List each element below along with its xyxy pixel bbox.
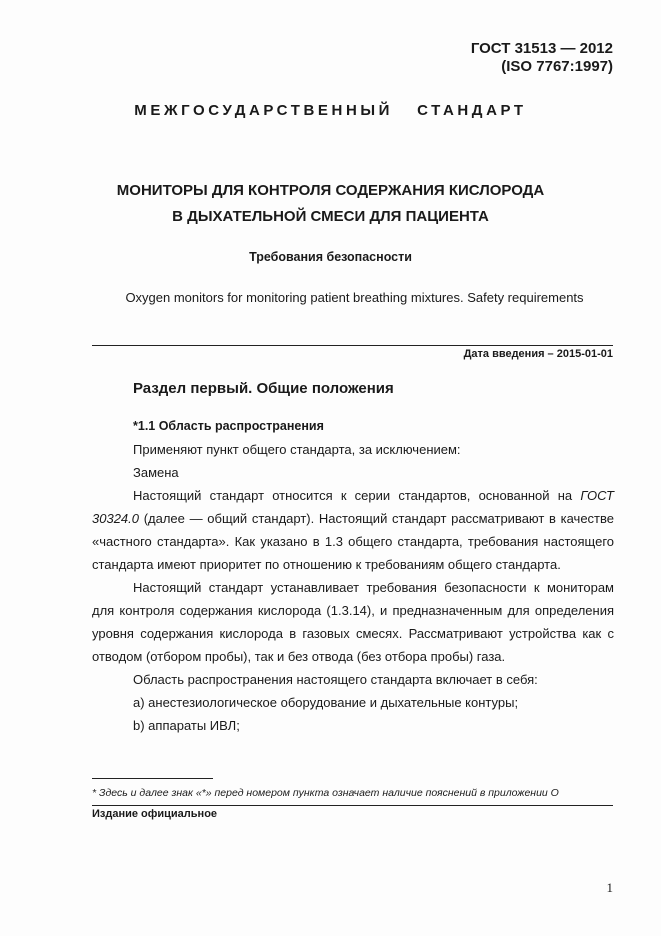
title-divider <box>92 345 613 346</box>
document-title <box>0 178 661 230</box>
effective-date: Дата введения – 2015-01-01 <box>463 348 613 360</box>
iso-number: (ISO 7767:1997) <box>501 58 613 75</box>
clause-heading: *1.1 Область распространения <box>133 419 324 433</box>
paragraph-1 <box>92 484 614 576</box>
document-subtitle: Требования безопасности <box>249 250 412 264</box>
edition-divider <box>92 805 613 806</box>
footnote-divider <box>92 778 213 779</box>
paragraph-2: Настоящий стандарт устанавливает требования безопасности к мониторам для контроля содержания кислорода (1.3.14), и предназначенным для определения уровня содержания кислорода в газовых смесях. Рассматривают устройства как с отводом (отбором пробы), так и без отвода (без отбора пробы) газа. <box>92 580 614 664</box>
footnote: * Здесь и далее знак «*» перед номером пункта означает наличие пояснений в приложении О <box>92 787 559 799</box>
standard-type-word2: СТАНДАРТ <box>417 102 527 119</box>
page-number: 1 <box>606 880 613 895</box>
paragraph-1-end: (далее — общий стандарт). Настоящий стандарт рассматривают в качестве «частного стандарта». Как указано в 1.3 общего стандарта, требования настоящего стандарта имеют приоритет по отношению к требованиям общего стандарта. <box>92 511 614 572</box>
gost-reference: ГОСТ 30324.0 <box>92 488 614 526</box>
list-item-b: b) аппараты ИВЛ; <box>133 718 240 733</box>
english-title: Oxygen monitors for monitoring patient breathing mixtures. Safety requirements <box>125 290 584 305</box>
gost-number: ГОСТ 31513 — 2012 <box>470 40 613 57</box>
list-item-a: а) анестезиологическое оборудование и дыхательные контуры; <box>133 695 519 710</box>
scope-intro: Область распространения настоящего стандарта включает в себя: <box>133 672 538 687</box>
section-heading: Раздел первый. Общие положения <box>133 380 394 397</box>
clause-body <box>92 438 614 737</box>
replacement-line: Замена <box>133 465 179 480</box>
title-line-2: В ДЫХАТЕЛЬНОЙ СМЕСИ ДЛЯ ПАЦИЕНТА <box>172 208 489 225</box>
standard-type-heading <box>0 102 661 119</box>
title-line-1: МОНИТОРЫ ДЛЯ КОНТРОЛЯ СОДЕРЖАНИЯ КИСЛОРОДА <box>116 182 545 199</box>
edition-label: Издание официальное <box>92 808 218 820</box>
applied-line: Применяют пункт общего стандарта, за исключением: <box>133 442 461 457</box>
paragraph-1-start: Настоящий стандарт относится к серии стандартов, основанной на <box>133 488 581 503</box>
document-designation <box>471 40 613 76</box>
standard-type-word1: МЕЖГОСУДАРСТВЕННЫЙ <box>134 102 394 119</box>
